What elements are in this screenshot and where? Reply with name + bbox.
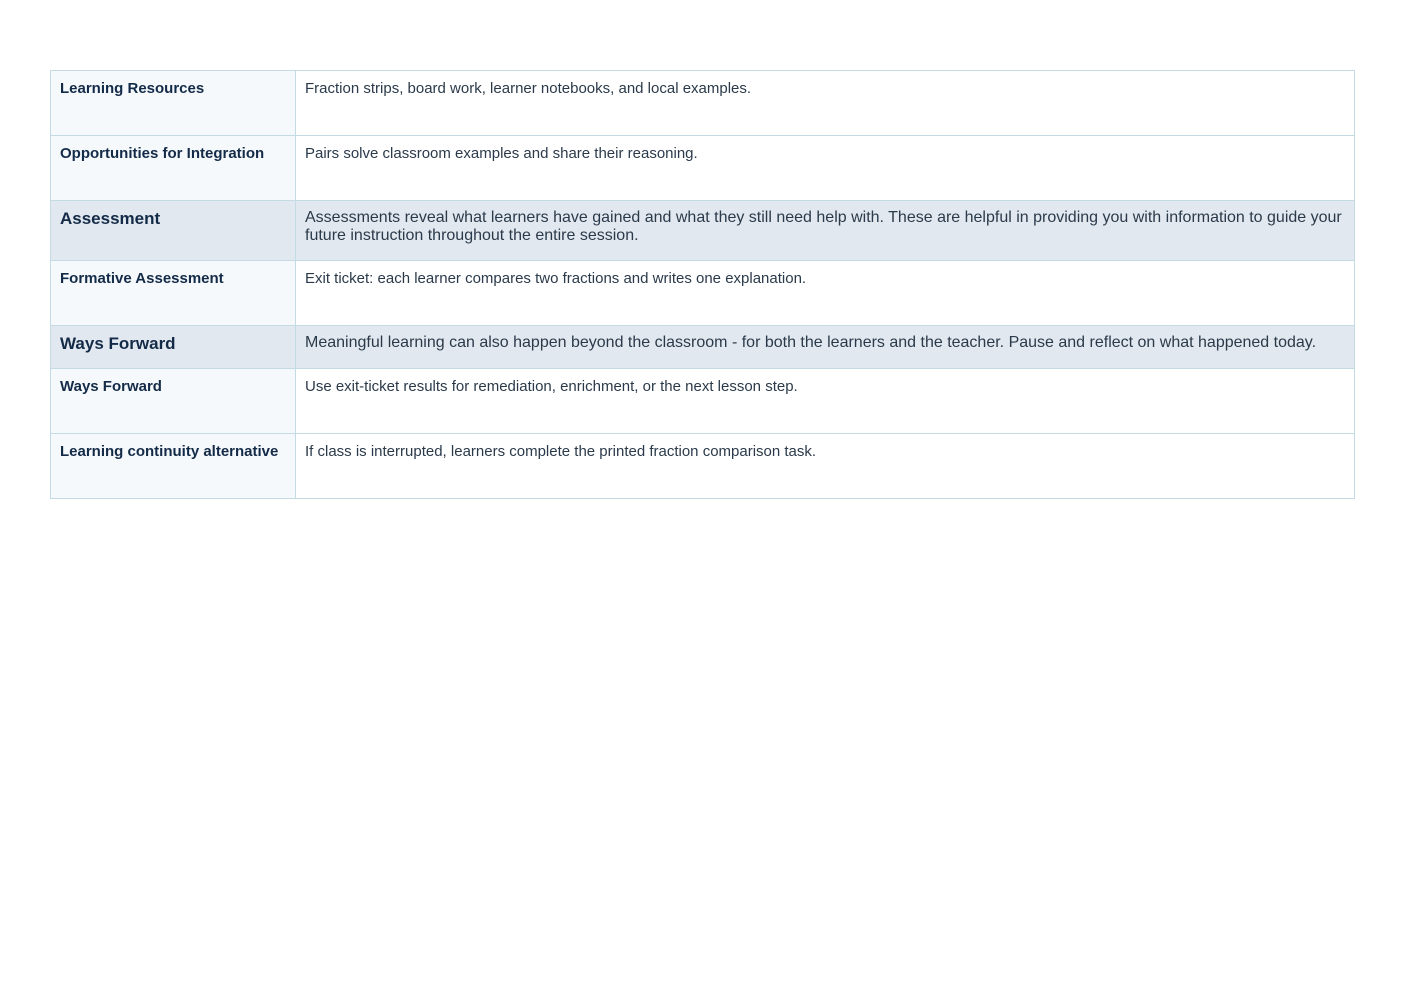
table-row-integration <box>51 136 1355 201</box>
row-label: Opportunities for Integration <box>51 136 296 201</box>
section-heading: Ways Forward <box>51 326 296 369</box>
section-row-assessment <box>51 201 1355 261</box>
lesson-plan-table <box>50 70 1355 499</box>
row-content: Pairs solve classroom examples and share their reasoning. <box>296 136 1355 201</box>
row-content: Exit ticket: each learner compares two fractions and writes one explanation. <box>296 261 1355 326</box>
section-row-ways-forward <box>51 326 1355 369</box>
row-label: Ways Forward <box>51 369 296 434</box>
table-row-learning-resources <box>51 71 1355 136</box>
section-description: Assessments reveal what learners have gained and what they still need help with. These are helpful in providing you with information to guide your future instruction throughout the entire session. <box>296 201 1355 261</box>
row-label: Learning Resources <box>51 71 296 136</box>
row-label: Formative Assessment <box>51 261 296 326</box>
table-row-ways-forward <box>51 369 1355 434</box>
row-content: If class is interrupted, learners complete the printed fraction comparison task. <box>296 434 1355 499</box>
section-description: Meaningful learning can also happen beyond the classroom - for both the learners and the teacher. Pause and reflect on what happened today. <box>296 326 1355 369</box>
section-heading: Assessment <box>51 201 296 261</box>
row-label: Learning continuity alternative <box>51 434 296 499</box>
row-content: Use exit-ticket results for remediation, enrichment, or the next lesson step. <box>296 369 1355 434</box>
table-row-learning-continuity <box>51 434 1355 499</box>
table-row-formative-assessment <box>51 261 1355 326</box>
row-content: Fraction strips, board work, learner notebooks, and local examples. <box>296 71 1355 136</box>
